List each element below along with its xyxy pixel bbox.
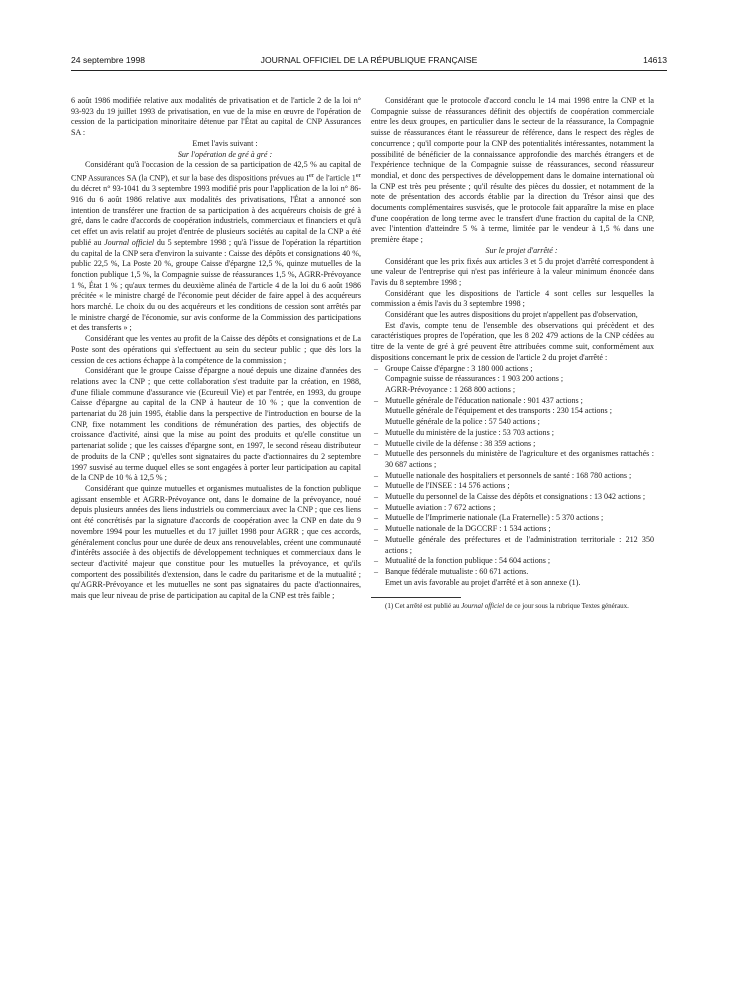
paragraph-caisse-epargne: Considérant que le groupe Caisse d'épargne a noué depuis une dizaine d'années des relations avec la CNP ; que cette collaboration s'est traduite par la création, en 1988, d'une filiale commune d'assurance vie (Ecureuil Vie) et par l'entrée, en 1993, du groupe Caisse d'épargne au capital de la CNP à hauteur de 10 % ; que la convention de partenariat du 28 juin 1995, établie dans la perspective de l'introduction en bourse de la CNP, fixe notamment les conditions de rémunération des parties, des objectifs de croissance d'activité, ainsi que la mise au point des produits et qu'elle constitue un partenariat solide ; que les caisses d'épargne sont, en 1997, le second réseau distributeur de produits de la CNP ; qu'elles sont signataires du pacte d'actionnaires du 2 septembre 1997 susvisé au terme duquel elles se sont engagées à porter leur participation au capital de la CNP de 10 % à 12,5 % ; xyxy=(71,366,361,483)
superscript: er xyxy=(355,171,361,179)
allocation-item: – Mutuelle civile de la défense : 38 359 actions ; xyxy=(371,439,654,450)
right-column xyxy=(371,96,654,611)
allocation-item: Mutuelle générale de la police : 57 540 actions ; xyxy=(385,417,540,427)
paragraph-observation: Considérant que les autres dispositions du projet n'appellent pas d'observation, xyxy=(385,310,638,320)
allocation-item: Mutuelle générale de l'équipement et des transports : 230 154 actions ; xyxy=(385,406,612,416)
text-run: de l'article 1 xyxy=(314,173,356,183)
allocation-item: – Mutuelle de l'INSEE : 14 576 actions ; xyxy=(371,481,654,492)
text-run: du décret n° 93-1041 du 3 septembre 1993 modifié pris pour l'application de la loi n° 86-916 du 6 août 1986 relative aux modalités des privatisations, l'État a annoncé son intention de transférer une fraction de sa participation à des acquéreurs choisis de gré à gré, dans le cadre d'accords de coopération industriels, commerciaux et financiers et qu'à cet effet un avis relatif au projet d'entrée de plusieurs sociétés au capital de la CNP a été publié au xyxy=(71,184,361,247)
paragraph-avis-favorable: Emet un avis favorable au projet d'arrêté et à son annexe (1). xyxy=(385,577,581,587)
allocation-item: – Mutuelle aviation : 7 672 actions ; xyxy=(371,503,654,514)
allocation-item: – Mutuelle des personnels du ministère de l'agriculture et des organismes rattachés : 30 687 actions ; xyxy=(371,449,654,470)
allocation-item: Compagnie suisse de réassurances : 1 903 200 actions ; xyxy=(385,374,564,384)
journal-officiel-ref: Journal officiel xyxy=(104,237,155,247)
allocation-item: – Mutuelle du personnel de la Caisse des dépôts et consignations : 13 042 actions ; xyxy=(371,492,654,503)
text-run: Considérant qu'à l'occasion de la cession de sa participation de 42,5 % au capital de CNP Assurances SA (la CNP), et sur la base des dispositions prévues au I xyxy=(71,160,361,183)
allocation-item: AGRR-Prévoyance : 1 268 800 actions ; xyxy=(385,384,516,394)
journal-title: JOURNAL OFFICIEL DE LA RÉPUBLIQUE FRANÇAISE xyxy=(260,55,478,65)
allocation-item: – Mutuelle nationale des hospitaliers et personnels de santé : 168 780 actions ; xyxy=(371,471,654,482)
text-run: du 5 septembre 1998 ; qu'à l'issue de l'opération la répartition du capital de la CNP sera d'environ la suivante : Caisse des dépôts et consignations 40 %, public 22,5 %, La Poste 20 %, groupe Caisse d'épargne 12,5 %, quinze mutuelles de la fonction publique 1,5 %, la Compagnie suisse de réassurances 1,5 %, AGRR-Prévoyance 1 %, État 1 % ; qu'aux termes du deuxième alinéa de l'article 4 de la loi du 6 août 1986 précitée « le ministre chargé de l'économie peut décider de faire appel à des acquéreurs hors marché. Le choix du ou des acquéreurs et les conditions de cession sont arrêtés par le ministre chargé de l'économie, sur avis conforme de la Commission des participations et des transferts » ; xyxy=(71,237,362,333)
emet-line: Emet l'avis suivant : xyxy=(192,138,258,148)
allocation-item: – Mutuelle de l'Imprimerie nationale (La Fraternelle) : 5 370 actions ; xyxy=(371,513,654,524)
page-header xyxy=(71,55,667,69)
allocation-item: – Mutuelle du ministère de la justice : 53 703 actions ; xyxy=(371,428,654,439)
footnote xyxy=(371,602,654,611)
paragraph-avis: Est d'avis, compte tenu de l'ensemble des observations qui précèdent et des caractéristiques propres de l'opération, que les 8 202 479 actions de la CNP cédées au titre de la vente de gré à gré peuvent être attribuées comme suit, conformément aux dispositions concernant le prix de cession de l'article 2 du projet d'arrêté : xyxy=(371,320,654,362)
allocation-item: – Mutualité de la fonction publique : 54 604 actions ; xyxy=(371,556,654,567)
allocation-item: – Mutuelle générale des préfectures et de l'administration territoriale : 212 350 actions ; xyxy=(371,535,654,556)
superscript: er xyxy=(308,171,315,179)
allocation-item: – Mutuelle nationale de la DGCCRF : 1 534 actions ; xyxy=(371,524,654,535)
allocation-list xyxy=(371,364,654,578)
header-date: 24 septembre 1998 xyxy=(71,55,146,65)
paragraph-secteur-public: Considérant que les ventes au profit de la Caisse des dépôts et consignations et de La Poste sont des opérations qui s'effectuent au sein du secteur public ; que dès lors la cession de ces actions échappe à la compétence de la commission ; xyxy=(71,334,361,365)
text-run: (1) Cet arrêté est publié au xyxy=(385,602,462,611)
footnote-rule xyxy=(371,597,461,598)
paragraph-reassurance: Considérant que le protocole d'accord conclu le 14 mai 1998 entre la CNP et la Compagnie suisse de réassurances définit des objectifs de coopération commerciale entre les deux groupes, en particulier dans le secteur de la réassurance, la Compagnie suisse de réassurances étant le réassureur de référence, dans le respect des règles de concurrence ; qu'il comporte pour la CNP des potentialités intéressantes, notamment la possibilité de bénéficier de la connaissance approfondie des marchés étrangers et de l'expérience technique de la Compagnie suisse de réassurances, second réassureur mondial, et donc des perspectives de développement dans le domaine international où la CNP est très peu présente ; qu'il résulte des pièces du dossier, et notamment de la note de présentation des accords établie par la direction du Trésor ainsi que des documents complémentaires susvisés, que le protocole fait apparaître la mise en place d'une coopération de long terme avec le transfert d'une fraction du capital de la CNP, avec l'intention d'atteindre 5 % à terme, limitée par le vendeur à 1,5 % dans une première étape ; xyxy=(371,96,654,245)
text-run: de ce jour sous la rubrique Textes généraux. xyxy=(504,602,629,611)
section-heading-arrete: Sur le projet d'arrêté : xyxy=(485,245,558,255)
intro-paragraph: 6 août 1986 modifiée relative aux modalités de privatisation et de l'article 2 de la loi n° 93-923 du 19 juillet 1993 de privatisation, en vue de la mise en œuvre de l'opération de cession de la participation minoritaire détenue par l'État au capital de CNP Assurances SA : xyxy=(71,96,361,138)
allocation-item: – Groupe Caisse d'épargne : 3 180 000 actions ; xyxy=(371,364,654,375)
paragraph-mutuelles: Considérant que quinze mutuelles et organismes mutualistes de la fonction publique agissant ensemble et AGRR-Prévoyance ont, dans le domaine de la prévoyance, noué depuis plusieurs années des liens industriels ou commerciaux avec la CNP ; que ces liens ont été concrétisés par la signature d'accords de coopération avec la CNP en date du 9 novembre 1994 pour les mutuelles et du 17 juillet 1998 pour AGRR ; que ces accords, généralement conclus pour une durée de deux ans renouvelables, créent une communauté d'intérêts associée à des objectifs de développement techniques et commerciaux dans le secteur d'activité majeur que constitue pour les mutuelles la prévoyance, et qu'ils comportent des possibilités d'extension, dans le cadre du paritarisme et de la mutualité ; qu'AGRR-Prévoyance et les mutuelles ne sont pas signataires du pacte d'actionnaires, mais que leur niveau de prise de participation au capital de la CNP est très faible ; xyxy=(71,483,361,601)
header-rule xyxy=(71,70,667,71)
journal-officiel-ref: Journal officiel xyxy=(461,602,505,611)
paragraph-participation xyxy=(71,160,361,334)
section-heading-operation: Sur l'opération de gré à gré : xyxy=(177,149,273,159)
allocation-item: – Banque fédérale mutualiste : 60 671 actions. xyxy=(371,567,654,578)
paragraph-prix: Considérant que les prix fixés aux articles 3 et 5 du projet d'arrêté correspondent à une valeur de l'entreprise qui n'est pas inférieure à la valeur minimum énoncée dans l'avis du 8 septembre 1998 ; xyxy=(371,256,654,287)
left-column xyxy=(71,96,361,602)
page-number: 14613 xyxy=(643,55,667,65)
paragraph-article-4: Considérant que les dispositions de l'article 4 sont celles sur lesquelles la commission a émis l'avis du 3 septembre 1998 ; xyxy=(371,288,654,309)
allocation-item: – Mutuelle générale de l'éducation nationale : 901 437 actions ; xyxy=(371,396,654,407)
